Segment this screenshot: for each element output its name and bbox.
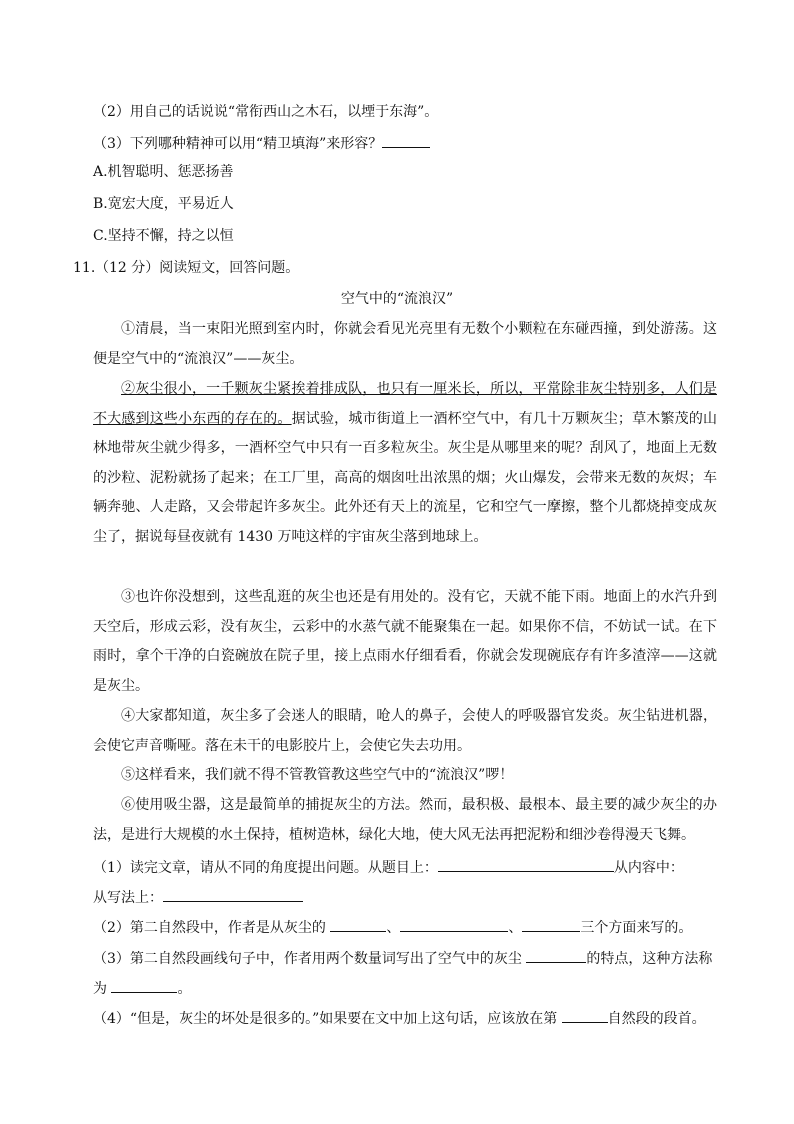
separator-2: 、 — [508, 920, 523, 936]
q10-sub3-answer-blank[interactable] — [382, 133, 430, 148]
paragraph-5-text: ⑤这样看来，我们就不得不管教管教这些空气中的“流浪汉”啰！ — [121, 767, 514, 783]
question-3-line-1 — [93, 948, 712, 968]
question-3-prompt: （3）第二自然段画线句子中，作者用两个数量词写出了空气中的灰尘 — [93, 951, 527, 967]
paragraph-6 — [93, 791, 717, 850]
paragraph-number-blank[interactable] — [562, 1008, 608, 1023]
paragraph-6-text: ⑥使用吸尘器，这是最简单的捕捉灰尘的方法。然而，最积极、最根本、最主要的减少灰尘的办法，是进行大规模的水土保持，植树造林，绿化大地，使大风无法再把泥粉和细沙卷得漫天飞舞。 — [93, 797, 717, 843]
question-1-content-label: 从内容中： — [613, 860, 684, 876]
paragraph-1-text: ①清晨，当一束阳光照到室内时，你就会看见光亮里有无数个小颗粒在东碰西撞，到处游荡。这便是空气中的“流浪汉”——灰尘。 — [93, 321, 717, 367]
paragraph-4-text: ④大家都知道，灰尘多了会迷人的眼睛，呛人的鼻子，会使人的呼吸器官发炎。灰尘钻进机器，会使它声音嘶哑。落在未干的电影胶片上，会使它失去功用。 — [93, 708, 717, 754]
question-1-line-1 — [93, 857, 684, 877]
question-1-prompt: （1）读完文章，请从不同的角度提出问题。从题目上： — [93, 860, 438, 876]
separator-1: 、 — [386, 920, 401, 936]
paragraph-5 — [93, 761, 717, 791]
aspect-blank-3[interactable] — [522, 917, 580, 932]
question-3-wei: 为 — [93, 981, 112, 997]
method-question-blank[interactable] — [163, 887, 303, 902]
question-4-prompt: （4）“但是，灰尘的坏处是很多的。”如果要在文中加上这句话，应该放在第 — [93, 1011, 562, 1027]
title-question-blank[interactable] — [438, 857, 614, 872]
feature-blank[interactable] — [526, 948, 586, 963]
paragraph-2-text — [93, 375, 717, 553]
paragraph-3-text: ③也许你没想到，这些乱逛的灰尘也还是有用处的。没有它，天就不能下雨。地面上的水汽升到天空后，形成云彩，没有灰尘，云彩中的水蒸气就不能聚集在一起。如果你不信，不妨试一试。在下雨时，拿个干净的白瓷碗放在院子里，接上点雨水仔细看看，你就会发现碗底存有许多渣滓——这就是灰尘。 — [93, 589, 717, 694]
method-name-blank[interactable] — [111, 978, 177, 993]
aspect-blank-2[interactable] — [400, 917, 508, 932]
question-2-suffix: 三个方面来写的。 — [580, 920, 693, 936]
question-2 — [93, 917, 692, 937]
paragraph-3 — [93, 583, 717, 701]
q10-sub3 — [93, 133, 430, 153]
question-4 — [93, 1008, 706, 1028]
q10-sub3-text: （3）下列哪种精神可以用“精卫填海”来形容？ — [93, 136, 383, 152]
question-3-period: 。 — [177, 981, 192, 997]
paragraph-4 — [93, 702, 717, 761]
paragraph-2-rest: 据试验，城市街道上一酒杯空气中，有几十万颗灰尘；草木繁茂的山林地带灰尘就少得多，一酒杯空气中只有一百多粒灰尘。灰尘是从哪里来的呢？刮风了，地面上无数的沙粒、泥粉就扬了起来；在工厂里，高高的烟囱吐出浓黑的烟；火山爆发，会带来无数的灰烬；车辆奔驰、人走路，又会带起许多灰尘。此外还有天上的流星，它和空气一摩擦，整个儿都烧掉变成灰尘了，据说每昼夜就有 1430 万吨这样的宇宙灰尘落到地球上。 — [93, 410, 718, 545]
q11-header: （12 分）阅读短文，回答问题。 — [95, 260, 300, 276]
question-3-suffix: 的特点，这种方法称 — [586, 951, 713, 967]
aspect-blank-1[interactable] — [330, 917, 386, 932]
q11-number: 11. — [73, 260, 96, 276]
question-2-prompt: （2）第二自然段中，作者是从灰尘的 — [93, 920, 331, 936]
paragraph-1 — [93, 315, 717, 374]
question-4-suffix: 自然段的段首。 — [607, 1011, 706, 1027]
article-title: 空气中的“流浪汉” — [340, 291, 454, 307]
paragraph-2 — [93, 375, 717, 553]
q10-option-b: B.宽宏大度，平易近人 — [93, 196, 234, 212]
underlined-sentence: ②灰尘很小，一千颗灰尘紧挨着排成队，也只有一厘米长，所以，平常除非灰尘特别多，人们是不大感到这些小东西的存在的。 — [93, 381, 717, 427]
q10-option-c: C.坚持不懈，持之以恒 — [93, 228, 234, 244]
question-1-method-label: 从写法上： — [93, 890, 163, 906]
question-1-line-2 — [93, 887, 303, 907]
q10-sub2: （2）用自己的话说说“常衔西山之木石，以堙于东海”。 — [93, 104, 439, 120]
q10-option-a: A.机智聪明、惩恶扬善 — [93, 164, 234, 180]
question-3-line-2 — [93, 978, 191, 998]
